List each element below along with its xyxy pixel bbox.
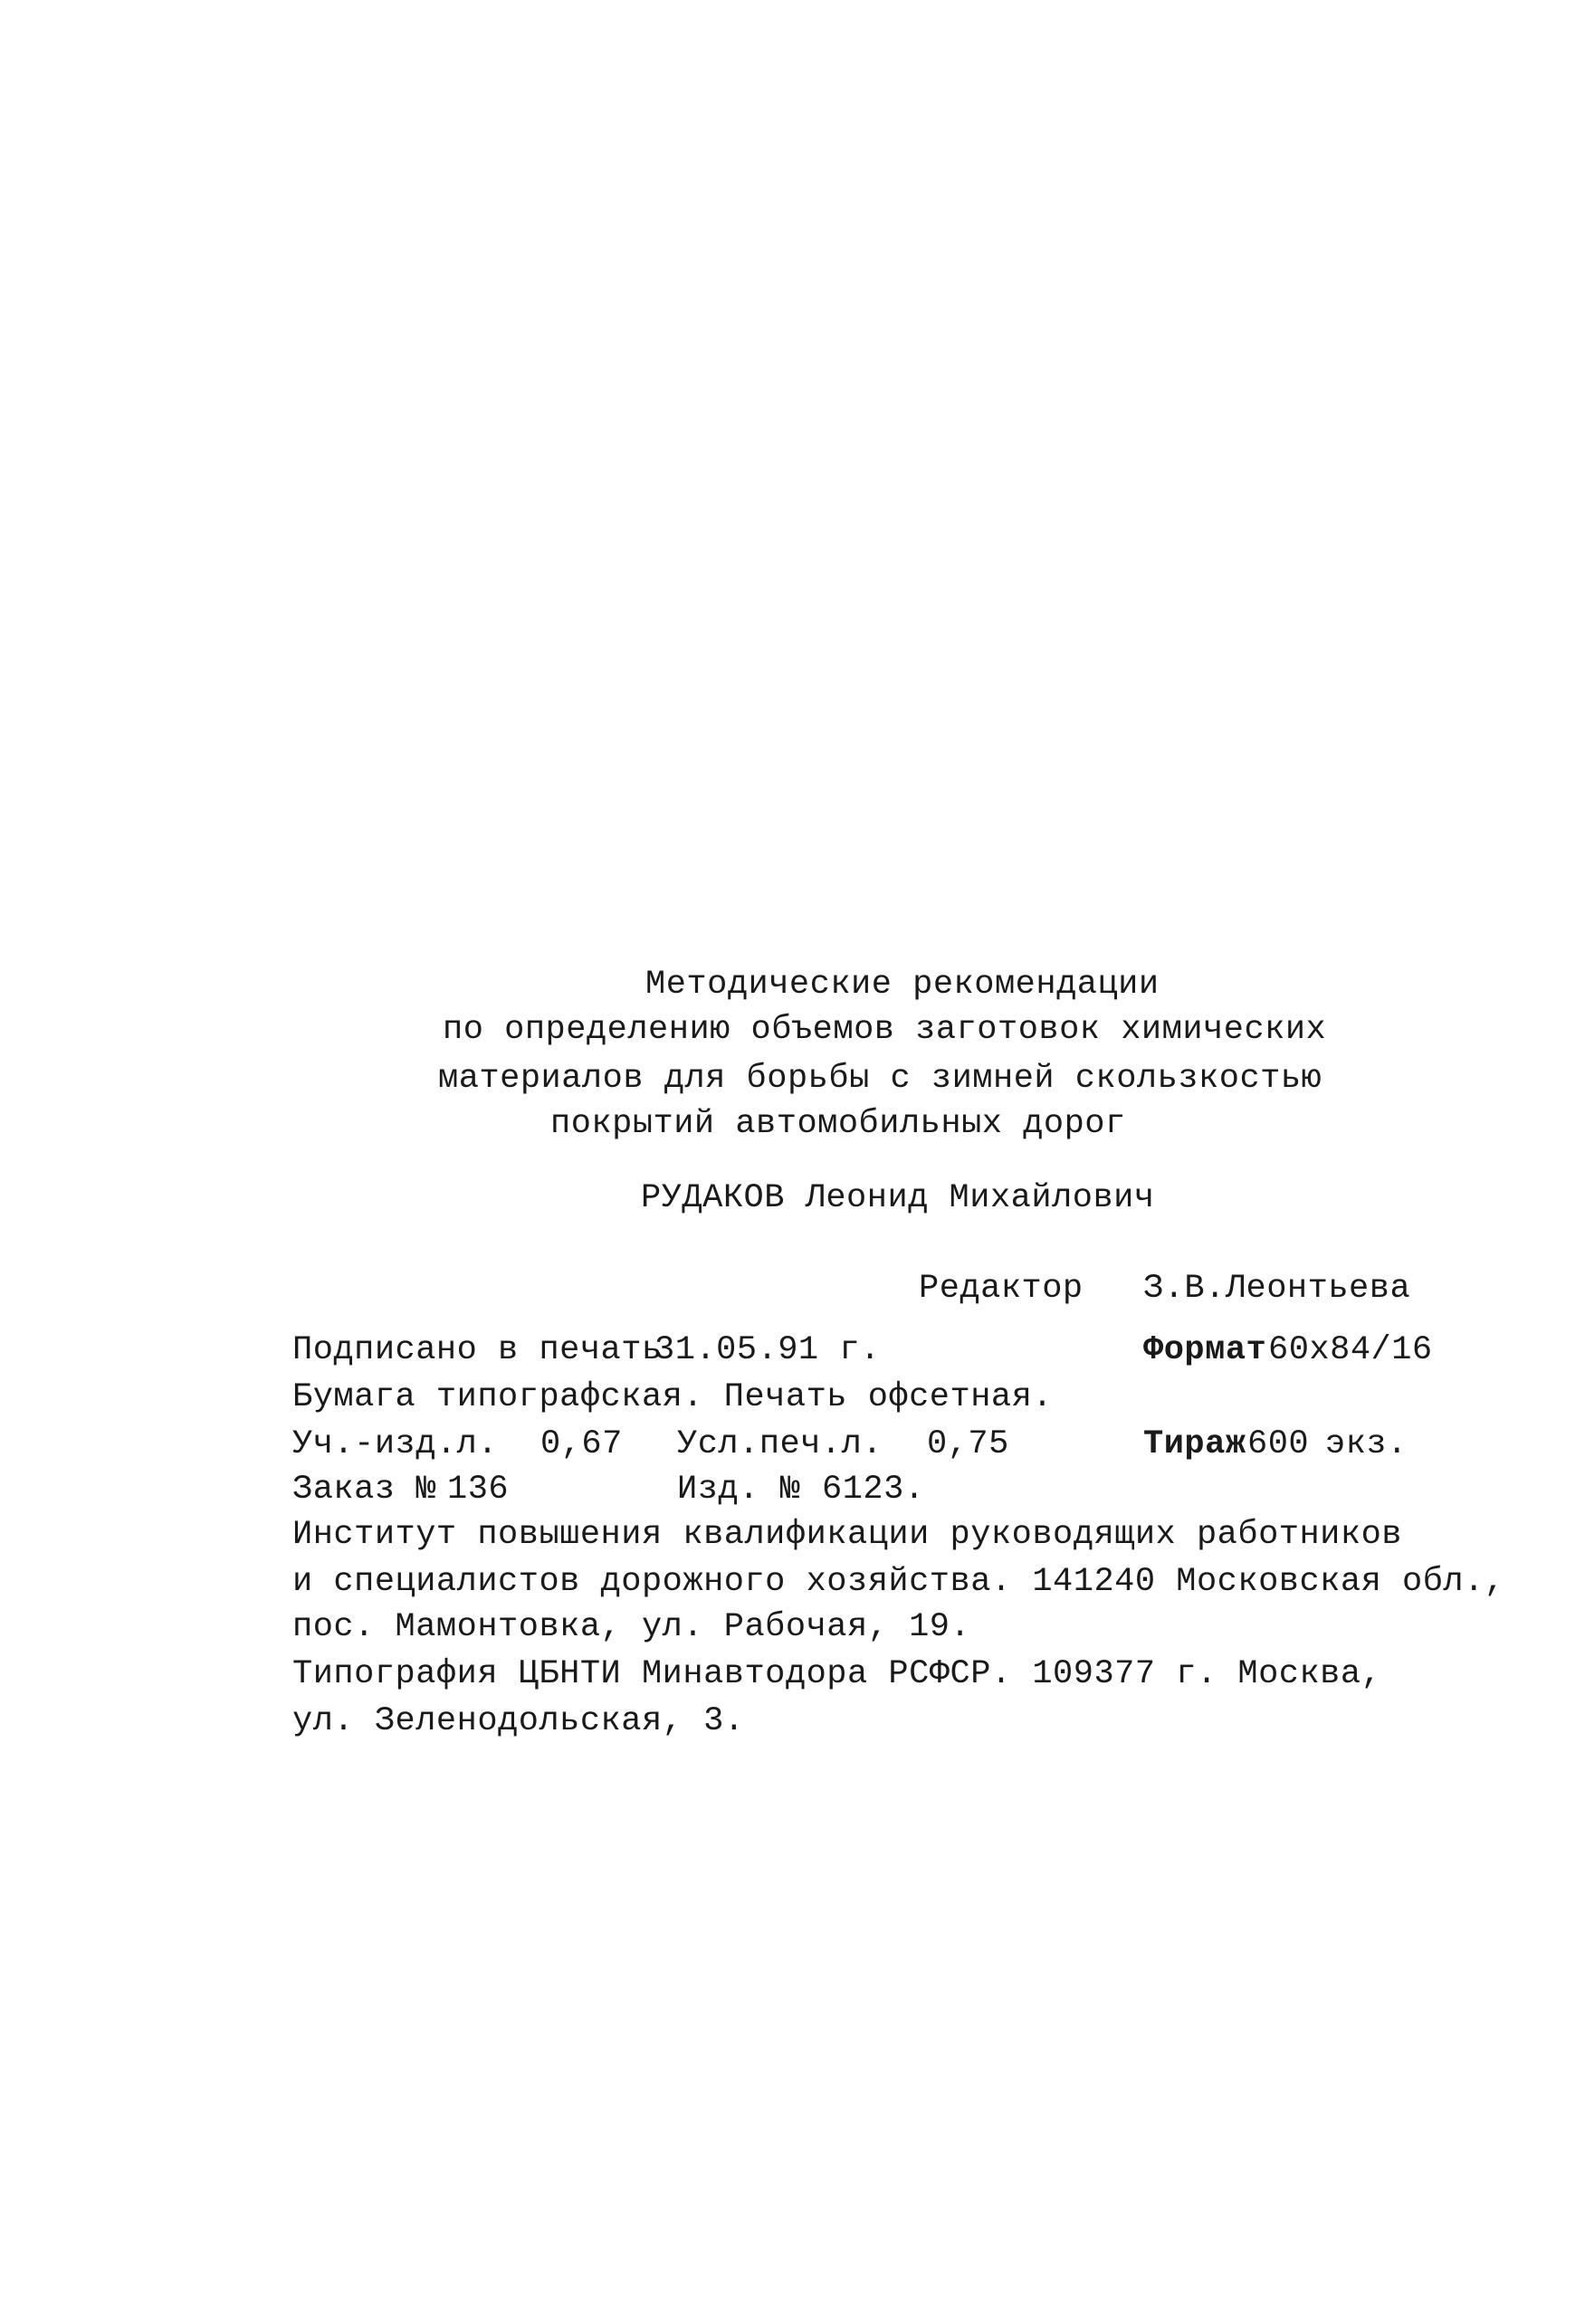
paper-print: Бумага типографская. Печать офсетная.: [292, 1378, 1054, 1416]
title-line-2: по определению объемов заготовок химических: [443, 1011, 1327, 1049]
usl-pech-label: Усл.печ.л.: [677, 1425, 883, 1463]
izd-label: Изд. №: [677, 1471, 801, 1509]
author-name: РУДАКОВ Леонид Михайлович: [641, 1179, 1155, 1217]
signed-label: Подписано в печать: [292, 1331, 663, 1369]
institute-line-2: и специалистов дорожного хозяйства. 141240 Московская обл.,: [292, 1563, 1505, 1601]
uch-izd-label: Уч.-изд.л.: [292, 1425, 499, 1463]
tirazh-label: Тираж: [1143, 1425, 1246, 1463]
order-label: Заказ №: [292, 1471, 436, 1509]
tirazh-unit: экз.: [1325, 1425, 1408, 1463]
editor-name: З.В.Леонтьева: [1143, 1270, 1411, 1308]
institute-line-3: пос. Мамонтовка, ул. Рабочая, 19.: [292, 1608, 971, 1646]
editor-label: Редактор: [919, 1270, 1084, 1308]
usl-pech-value: 0,75: [927, 1425, 1009, 1463]
izd-value: 6123.: [822, 1471, 925, 1509]
order-value: 136: [447, 1471, 510, 1509]
printing-line-2: ул. Зеленодольская, 3.: [292, 1702, 745, 1740]
tirazh-value: 600: [1247, 1425, 1310, 1463]
signed-date: 31.05.91 г.: [654, 1331, 881, 1369]
uch-izd-value: 0,67: [540, 1425, 623, 1463]
title-line-1: Методические рекомендации: [645, 966, 1160, 1004]
format-value: 60x84/16: [1268, 1331, 1433, 1369]
format-label: Формат: [1143, 1331, 1267, 1369]
institute-line-1: Институт повышения квалификации руководящих работников: [292, 1516, 1402, 1554]
title-line-3: материалов для борьбы с зимней скользкостью: [438, 1060, 1322, 1098]
title-line-4: покрытий автомобильных дорог: [550, 1105, 1126, 1143]
printing-line-1: Типография ЦБНТИ Минавтодора РСФСР. 109377 г. Москва,: [292, 1655, 1382, 1693]
